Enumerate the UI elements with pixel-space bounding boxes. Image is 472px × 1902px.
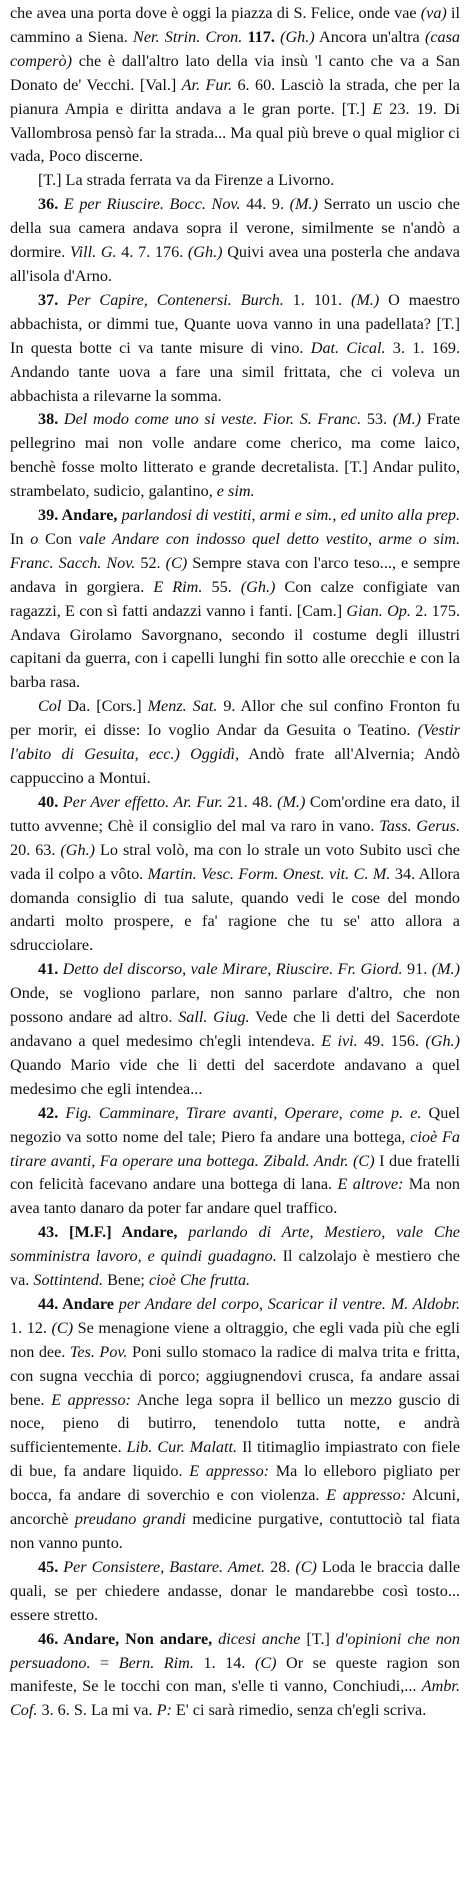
entry-text-segment: (casa comperò)	[10, 27, 460, 70]
entry-text-segment: Tes. Pov.	[69, 1342, 128, 1361]
entry-text-segment: Con	[38, 529, 79, 548]
entry-text-segment: vale Andare con indosso quel detto vestito, arme o sim. Franc. Sacch. Nov.	[10, 529, 460, 572]
entry-text-segment: E	[372, 99, 383, 118]
entry-text-segment: E appresso:	[51, 1390, 131, 1409]
entry-text-segment: preudano grandi	[74, 1510, 186, 1529]
entry-text-segment: Bern. Rim.	[118, 1653, 194, 1672]
entry-text-segment: cioè Che frutta.	[148, 1271, 251, 1290]
entry-text-segment: 21. 48.	[222, 792, 278, 811]
entry-text-segment: 1. 14.	[193, 1653, 255, 1672]
entry-text-segment: Detto del discorso, vale Mirare, Riuscire. Fr. Giord.	[62, 960, 403, 979]
entry-text-segment: Quando Mario vide che li detti del sacerdote andavano a quel medesimo che egli intendea...	[10, 1055, 460, 1098]
entry-text-segment: che è dall'altro lato della via insù 'l canto che va a San Donato de' Vecchi. [Val.]	[10, 51, 460, 94]
entry-text-segment: parlandosi di vestiti, armi e sim., ed unito alla prep.	[121, 506, 461, 525]
entry-text-segment: (M.)	[277, 792, 306, 811]
entry-text-segment: E per Riuscire. Bocc. Nov.	[63, 195, 241, 214]
entry-text-segment: Alcuni, ancorchè	[10, 1486, 460, 1529]
entry-text-segment: (M.)	[431, 960, 460, 979]
entry-text-segment: Ancora un'altra	[314, 27, 425, 46]
entry-text-segment: Ar. Fur.	[181, 75, 233, 94]
entry-text-segment: Quivi avea una posterla che andava all'isola d'Arno.	[10, 243, 460, 285]
entry-text-segment: Martin. Vesc. Form. Onest. vit. C. M.	[147, 864, 391, 883]
entry-text-segment	[177, 1223, 188, 1241]
entry-text-segment: [T.]	[300, 1629, 336, 1648]
entry-text-segment: Per Aver effetto. Ar. Fur.	[62, 792, 223, 811]
entry-text-segment: 28.	[265, 1557, 296, 1576]
entry-text-segment: il cammino a Siena.	[10, 4, 460, 46]
entry-text-segment: 36.	[38, 195, 59, 214]
entry-text-segment: (Gh.)	[60, 840, 96, 859]
entry-text-segment: Loda le braccia dalle quali, se per chiedere andasse, donar le mandarebbe così tosto... essere stretto.	[10, 1557, 461, 1624]
entry-text-segment: 43. [M.F.] Andare,	[38, 1223, 178, 1242]
entry-text-segment: Ambr. Cof.	[10, 1677, 460, 1720]
entry-text-segment: 44. 9.	[240, 195, 290, 214]
dictionary-entry	[10, 1293, 460, 1556]
entry-text-segment: Il calzolajo è mestiero che va.	[10, 1247, 460, 1290]
entry-text-segment: E Rim.	[153, 577, 203, 596]
entry-text-segment: [T.] La strada ferrata va da Firenze a Livorno.	[38, 171, 335, 190]
dictionary-entry	[10, 958, 460, 1101]
entry-text-segment: 41.	[38, 960, 59, 979]
entry-text-segment: Menz. Sat.	[147, 697, 218, 716]
entry-text-segment: Lo stral volò, ma con lo strale un voto Subito uscì che vada il colpo a vôto.	[10, 840, 460, 883]
entry-text-segment: E appresso:	[189, 1462, 270, 1481]
entry-text-segment: Per Capire, Contenersi. Burch.	[67, 290, 284, 309]
dictionary-entry	[10, 2, 460, 169]
entry-text-segment: Sempre stava con l'arco teso..., e sempre andava in gorgiera.	[10, 553, 461, 596]
entry-text-segment: 3. 1. 169. Andando tante uova a fare una simil frittata, che ci voleva un abbachista a rilevarne la somma.	[10, 338, 460, 405]
dictionary-entry	[10, 1221, 460, 1293]
entry-text-segment: Sall. Giug.	[178, 1008, 250, 1027]
entry-text-segment: 23. 19. Di Vallombrosa pensò far la strada... Ma qual più breve o qual miglior ci vada, Poco discerne.	[10, 99, 460, 166]
entry-text-segment: 4. 7. 176.	[116, 243, 188, 262]
entry-text-segment: (Gh.)	[280, 27, 315, 46]
entry-text-segment: 38.	[38, 410, 59, 429]
entry-text-segment: (C)	[295, 1557, 317, 1576]
entry-text-segment: Del modo come uno si veste. Fior. S. Franc.	[63, 410, 362, 429]
entry-text-segment: Frate pellegrino mai non volle andare come cherico, ma come laico, benchè fosse molto litterato e grande decretalista. [T.] Andar pulito, strambelato, sudicio, galantino,	[10, 410, 461, 501]
dictionary-entry	[10, 1102, 460, 1222]
entry-text-segment: 1. 12.	[10, 1318, 52, 1337]
entry-text-segment: Vede che li detti del Sacerdote andavano a quel medesimo ch'egli intendeva.	[10, 1008, 460, 1050]
entry-text-segment: Quel negozio va sotto nome del tale; Piero fa andare una bottega,	[10, 1103, 461, 1146]
dictionary-entry	[10, 408, 460, 504]
entry-text-segment: 9. Allor che sul confino Fronton fu per morir, ei disse: Io voglio Andar da Gesuita o Teatino.	[10, 697, 460, 740]
entry-text-segment: (Gh.)	[187, 243, 223, 262]
entry-text-segment: I due fratelli con felicità facevano andare una bottega di lana.	[10, 1151, 461, 1194]
entry-text-segment: Andò frate all'Alvernia; Andò cappuccino a Montui.	[10, 745, 460, 787]
entry-text-segment: (M.)	[289, 195, 318, 214]
entry-text-segment: (Gh.)	[425, 1031, 460, 1050]
dictionary-entry	[10, 1556, 460, 1628]
entry-text-segment: 20. 63.	[10, 840, 61, 859]
entry-text-segment: Bene;	[103, 1271, 149, 1290]
dictionary-entry	[10, 289, 460, 409]
entry-text-segment: 45.	[38, 1557, 59, 1576]
entry-text-segment: Col	[38, 697, 62, 716]
entry-text-segment: parlando di Arte, Mestiero, vale Che somministra lavoro, e quindi guadagno.	[10, 1223, 460, 1266]
entry-text-segment: 46. Andare, Non andare,	[38, 1629, 213, 1648]
entry-text-segment: (C)	[165, 553, 188, 572]
entry-text-segment: (Gh.)	[240, 577, 276, 596]
entry-text-segment: Onde, se vogliono parlare, non sanno parlare d'altro, che non possono andare ad altro.	[10, 984, 460, 1027]
entry-text-segment: Or se queste ragion son manifeste, Se le tocchi con man, s'elle ti vanno, Conchiudi,...	[10, 1653, 461, 1696]
entry-text-segment: Lib. Cur. Malatt.	[126, 1438, 238, 1457]
entry-text-segment: per Andare del corpo, Scaricar il ventre. M. Aldobr.	[118, 1294, 460, 1313]
entry-text-segment: Da. [Cors.]	[61, 697, 148, 716]
entry-text-segment: In	[10, 529, 31, 548]
entry-text-segment: 117.	[247, 27, 275, 46]
entry-text-segment: 91.	[402, 960, 432, 979]
dictionary-entry	[10, 695, 460, 791]
dictionary-entry	[10, 1628, 460, 1724]
entry-text-segment: Ma lo elleboro pigliato per bocca, fa andare di soverchio e con violenza.	[10, 1462, 460, 1505]
entry-text-segment: 55.	[202, 577, 241, 596]
entry-text-segment: 1. 101.	[283, 290, 351, 309]
entry-text-segment: 34. Allora domanda consiglio di tua salute, quando vedi le cose del mondo andarti molto prospere, e fa' ragione che tu se' atto allora a sdrucciolare.	[10, 864, 460, 955]
entry-text-segment: Ma non avea tanto danaro da poter far andare quel traffico.	[10, 1175, 461, 1218]
entry-text-segment: (C)	[353, 1151, 375, 1170]
entry-text-segment: Con calze configiate van ragazzi, E con sì fatti andazzi vanno i fanti. [Cam.]	[10, 577, 461, 620]
entry-text-segment: Dat. Cical.	[310, 338, 386, 357]
entry-text-segment: (Vestir l'abito di Gesuita, ecc.) Oggidì,	[10, 721, 460, 764]
entry-text-segment: Tass. Gerus.	[379, 816, 460, 835]
entry-text-segment	[58, 291, 67, 309]
entry-text-segment: Gian. Op.	[346, 601, 411, 620]
entry-text-segment: 2. 175. Andava Girolamo Savorgnano, secondo il costume degli illustri capitani da guerra, con i capelli lunghi fin sotto alle orecchie e con la barba rasa.	[10, 601, 460, 692]
entry-text-segment: 6. 60. Lasciò la strada, che per la pianura Ampia e diritta andava a le gran porte. [T.]	[10, 75, 460, 118]
entry-text-segment: Sottintend.	[33, 1271, 104, 1290]
entry-text-segment: =	[90, 1653, 119, 1672]
entry-text-segment: 37.	[38, 290, 59, 309]
entry-text-segment: (C)	[51, 1318, 74, 1337]
entry-text-segment: 3. 6. S. La mi va.	[37, 1701, 157, 1720]
entry-text-segment: Anche lega sopra il bellico un mezzo guscio di noce, pieno di butirro, tenendolo tutta notte, e andrà sufficientemente.	[10, 1390, 460, 1457]
entry-text-segment: o	[30, 529, 39, 548]
entry-text-segment: Il titimaglio impiastrato con fiele di bue, fa andare liquido.	[10, 1438, 460, 1481]
entry-text-segment: (C)	[254, 1653, 277, 1672]
entry-text-segment: O maestro abbachista, or dimmi tue, Quante uova vanno in una padellata? [T.] In questa botte ci va tante misure di vino.	[10, 290, 460, 357]
entry-text-segment: 39. Andare,	[38, 506, 118, 525]
entry-text-segment: medicine purgative, contuttociò tal fiata non vanno punto.	[10, 1510, 460, 1552]
entry-text-segment: 49. 156.	[357, 1031, 426, 1050]
entry-text-segment: (M.)	[392, 410, 422, 429]
entry-text-segment: E' ci sarà rimedio, senza ch'egli scriva.	[171, 1701, 427, 1720]
entry-text-segment: d'opinioni che non persuadono.	[10, 1629, 460, 1672]
entry-text-segment: 53.	[361, 410, 393, 429]
dictionary-entry	[10, 193, 460, 289]
entry-text-segment: Serrato un uscio che della sua camera andava sopra il verone, similmente se n'andò a dormire.	[10, 195, 460, 262]
entry-text-segment: Per Consistere, Bastare. Amet.	[63, 1557, 266, 1576]
entry-text-segment: 44. Andare	[38, 1294, 114, 1313]
entry-text-segment: E ivi.	[321, 1031, 358, 1050]
dictionary-entry	[10, 169, 460, 193]
dictionary-entry	[10, 504, 460, 695]
entry-text-segment: Com'ordine era dato, il tutto avvenne; Chè il consiglio del mal va raro in vano.	[10, 792, 461, 835]
entry-text-segment: 52.	[135, 553, 166, 572]
entry-text-segment: (M.)	[350, 290, 380, 309]
entry-text-segment: cioè Fa tirare avanti, Fa operare una bottega. Zibald. Andr.	[10, 1127, 460, 1170]
entry-text-segment: 42.	[38, 1103, 59, 1122]
dictionary-entry	[10, 791, 460, 958]
entry-text-segment: Ner. Strin. Cron.	[133, 27, 243, 46]
entry-text-segment: Se menagione viene a oltraggio, che egli vada più che egli non dee.	[10, 1318, 460, 1361]
entry-text-segment: E appresso:	[326, 1486, 407, 1505]
entry-text-segment: e sim.	[216, 482, 255, 501]
entry-text-segment: che avea una porta dove è oggi la piazza di S. Felice, onde vae	[10, 4, 421, 22]
entry-text-segment: Poni sullo stomaco la radice di malva trita e fritta, con sugna vecchia di porco; aggiugnendovi crusca, fa andare assai bene.	[10, 1342, 460, 1409]
entry-text-segment: 40.	[38, 792, 59, 811]
entry-text-segment: dicesi anche	[218, 1629, 301, 1648]
entry-text-segment: P:	[156, 1701, 172, 1720]
entry-text-segment: (va)	[420, 4, 447, 22]
entry-text-segment: E altrove:	[337, 1175, 404, 1194]
entry-text-segment: Fig. Camminare, Tirare avanti, Operare, come p. e.	[65, 1103, 422, 1122]
entry-text-segment: Vill. G.	[69, 243, 117, 262]
